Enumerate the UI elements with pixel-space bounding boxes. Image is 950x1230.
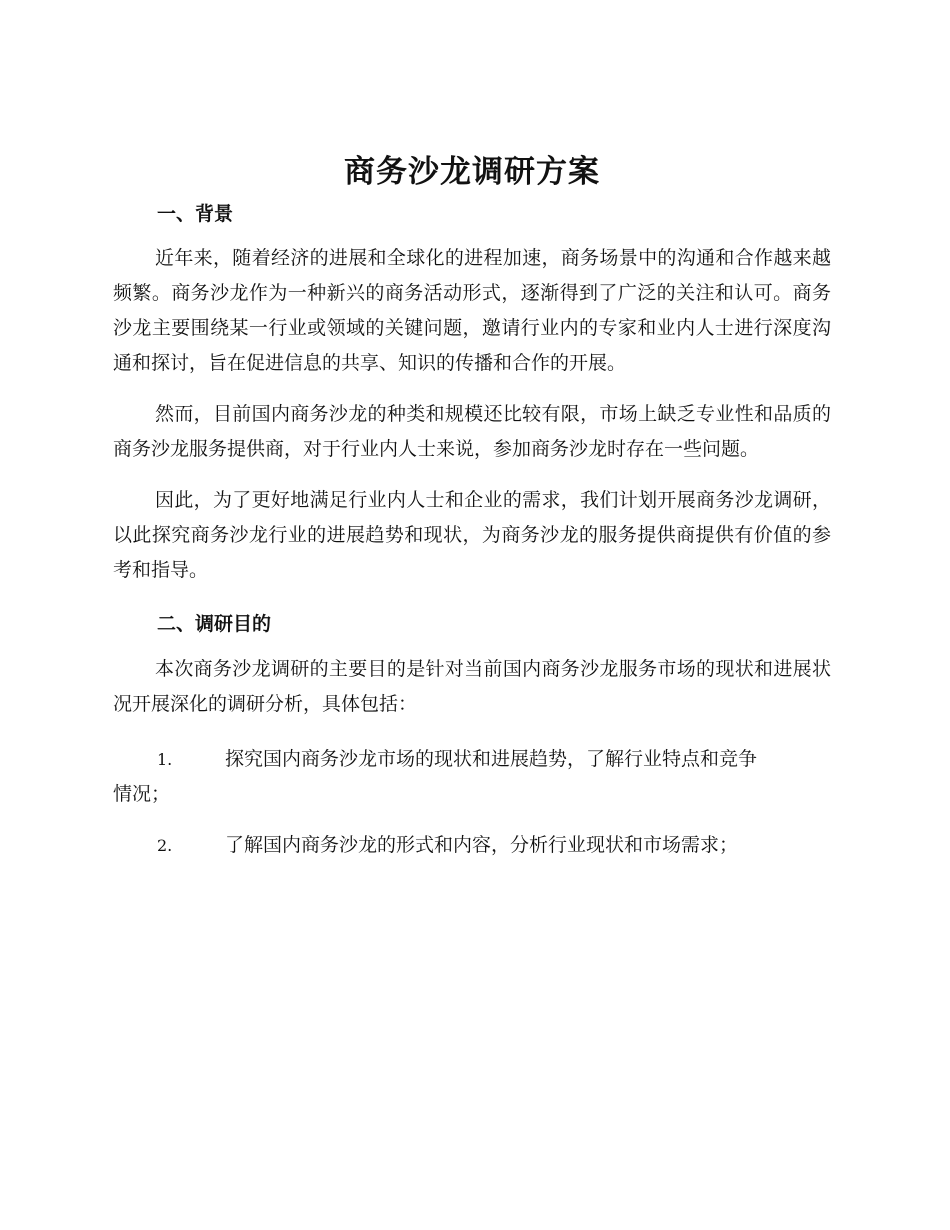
section-heading-purpose: 二、调研目的 [157, 613, 272, 635]
list-item-number: 2. [157, 836, 173, 855]
list-item [113, 828, 831, 863]
list-item-text: 了解国内商务沙龙的形式和内容，分析行业现状和市场需求； [225, 834, 739, 856]
list-item-text-continued: 情况； [113, 783, 171, 805]
list-item-number: 1. [157, 750, 173, 769]
paragraph: 因此，为了更好地满足行业内人士和企业的需求，我们计划开展商务沙龙调研，以此探究商务沙龙行业的进展趋势和现状，为商务沙龙的服务提供商提供有价值的参考和指导。 [113, 489, 831, 581]
document-body [113, 150, 831, 879]
document-title: 商务沙龙调研方案 [344, 154, 600, 190]
list-item-text: 探究国内商务沙龙市场的现状和进展趋势，了解行业特点和竞争 [225, 748, 758, 770]
paragraph: 近年来，随着经济的进展和全球化的进程加速，商务场景中的沟通和合作越来越频繁。商务沙龙作为一种新兴的商务活动形式，逐渐得到了广泛的关注和认可。商务沙龙主要围绕某一行业或领域的关键问题，邀请行业内的专家和业内人士进行深度沟通和探讨，旨在促进信息的共享、知识的传播和合作的开展。 [113, 247, 831, 374]
paragraph: 本次商务沙龙调研的主要目的是针对当前国内商务沙龙服务市场的现状和进展状况开展深化的调研分析，具体包括： [113, 658, 831, 715]
section-heading-background: 一、背景 [157, 203, 234, 225]
paragraph: 然而，目前国内商务沙龙的种类和规模还比较有限，市场上缺乏专业性和品质的商务沙龙服务提供商，对于行业内人士来说，参加商务沙龙时存在一些问题。 [113, 403, 831, 460]
list-item [113, 742, 831, 812]
